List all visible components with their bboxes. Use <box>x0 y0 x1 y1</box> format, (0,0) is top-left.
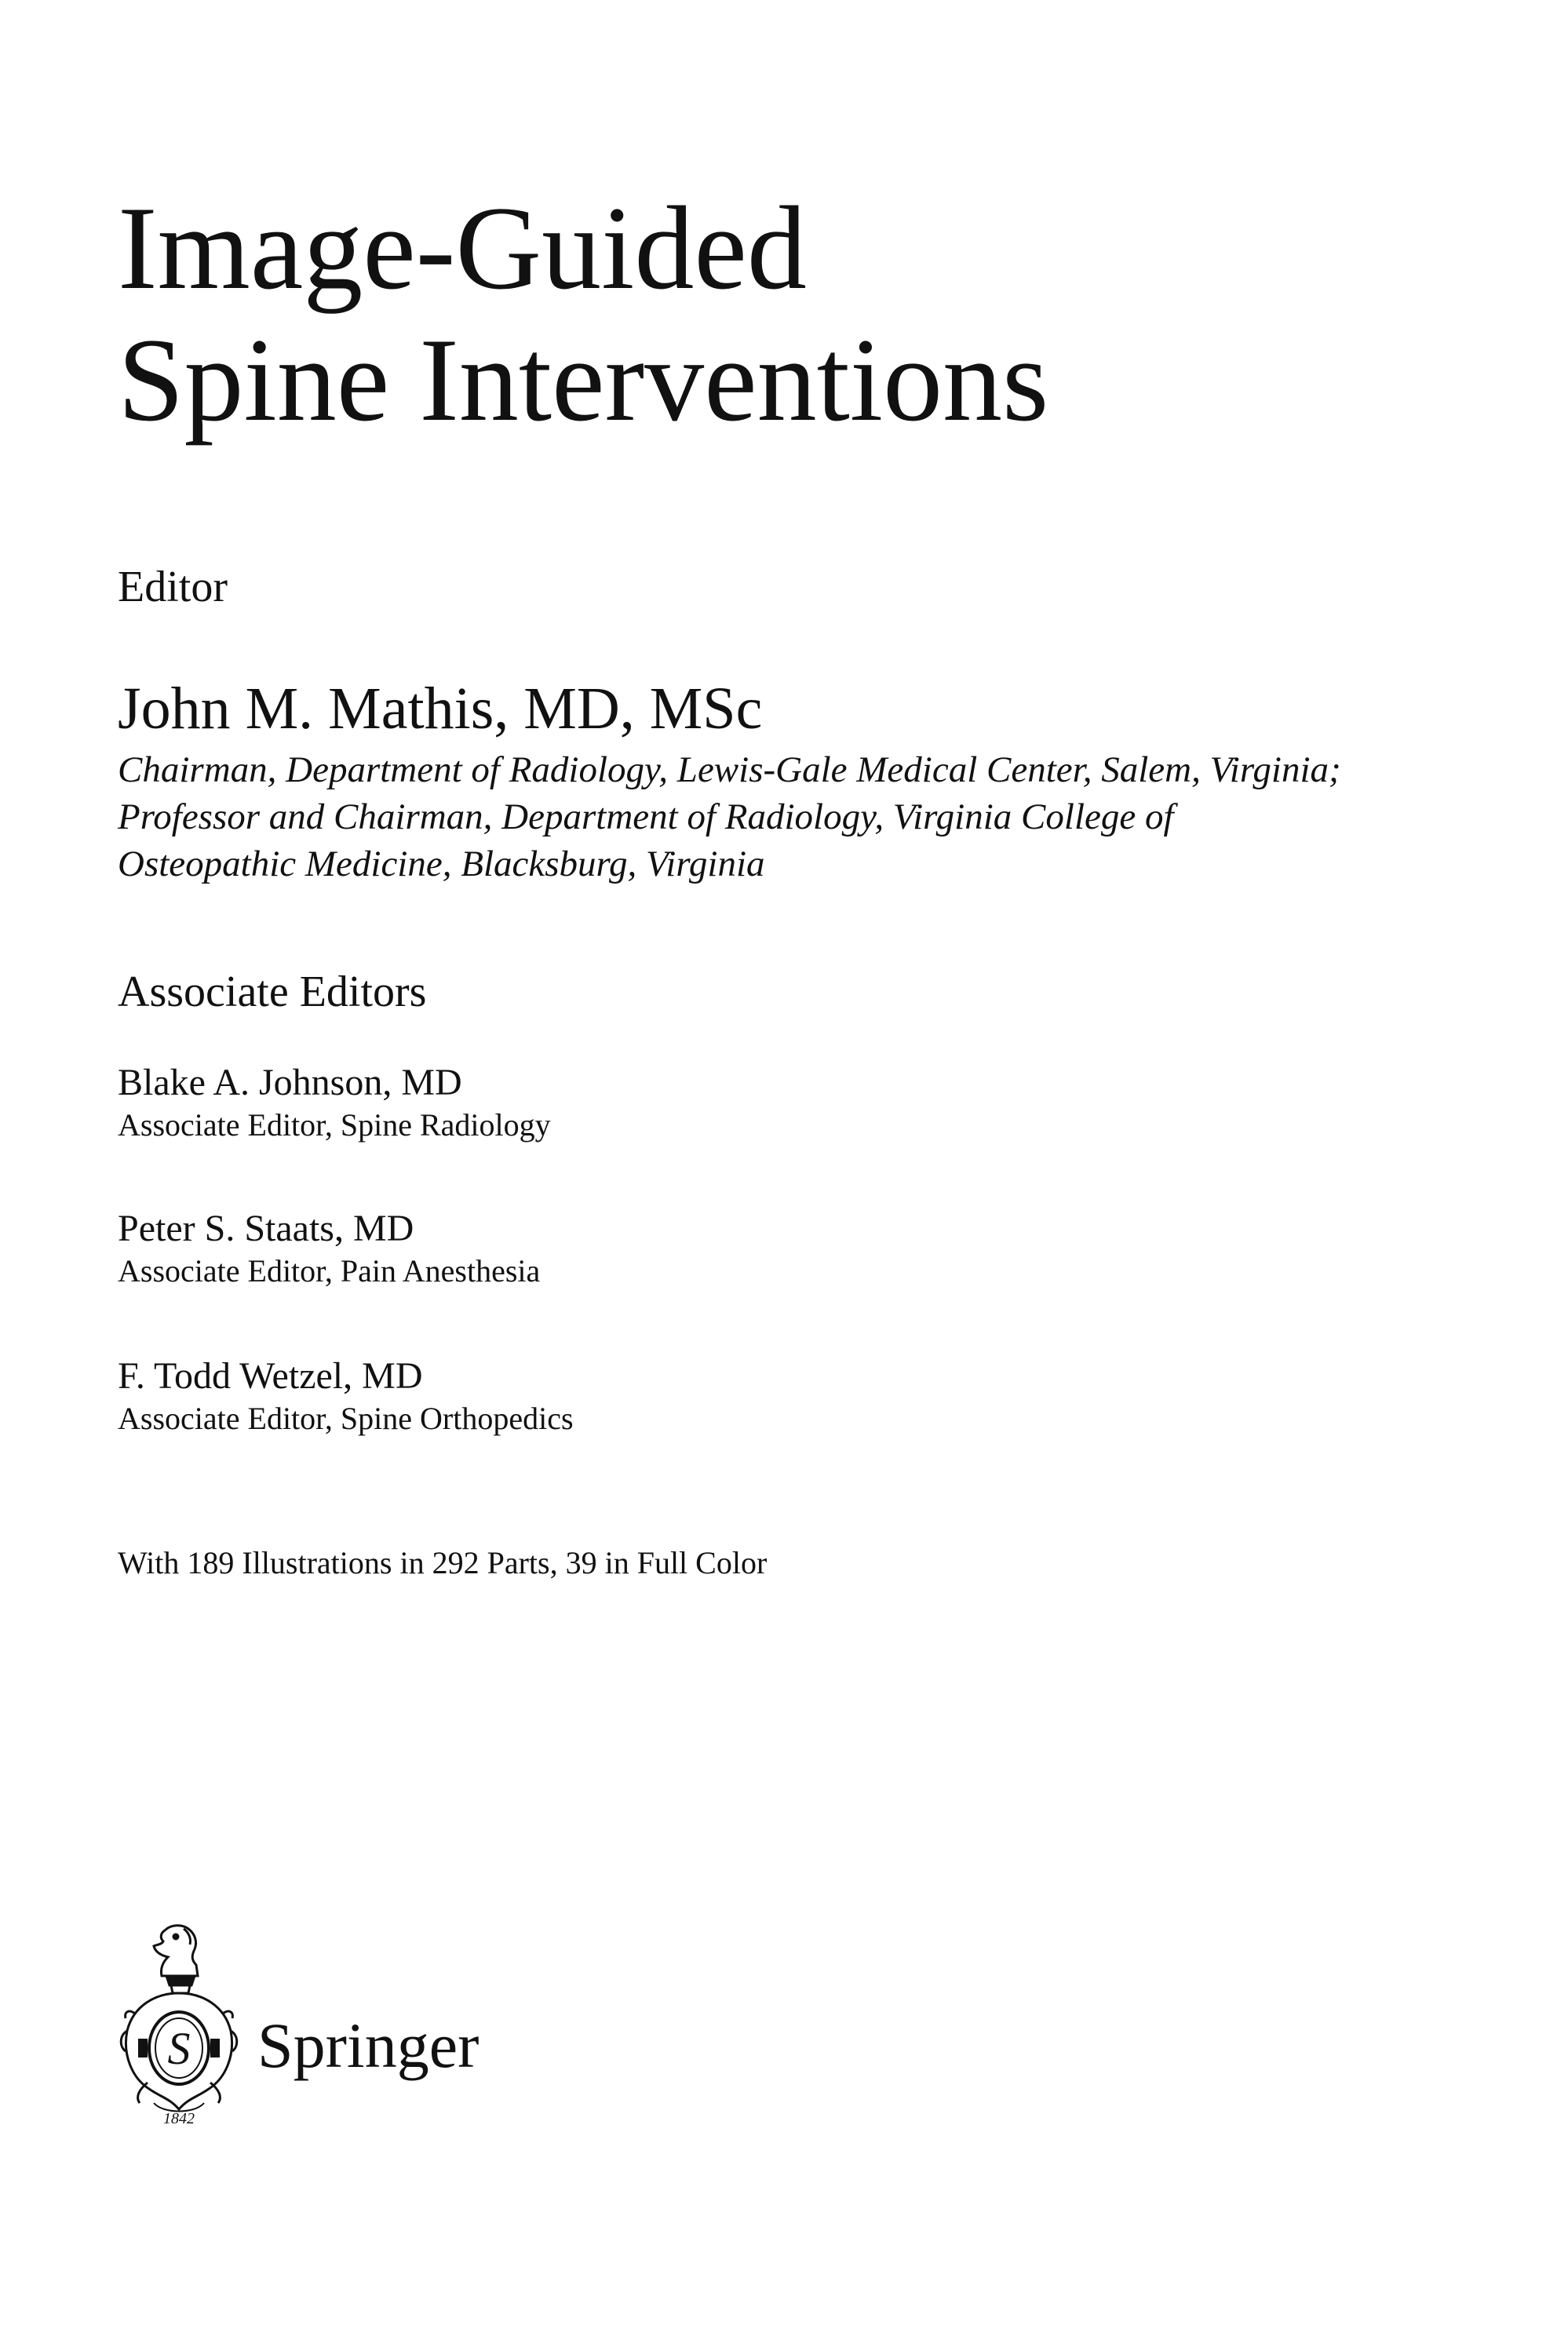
svg-text:S: S <box>167 2023 191 2074</box>
editor-affiliation-line-2: Professor and Chairman, Department of Radiology, Virginia College of <box>118 796 1174 837</box>
editor-affiliation-line-3: Osteopathic Medicine, Blacksburg, Virginia <box>118 844 765 884</box>
associate-editor-name: Blake A. Johnson, MD <box>118 1062 462 1103</box>
editor-affiliation-line-1: Chairman, Department of Radiology, Lewis-Gale Medical Center, Salem, Virginia; <box>118 749 1341 790</box>
associate-editor-role: Associate Editor, Pain Anesthesia <box>118 1253 541 1288</box>
associate-editor-role: Associate Editor, Spine Radiology <box>118 1107 551 1143</box>
publisher-name: Springer <box>257 2010 480 2081</box>
associate-editor-role: Associate Editor, Spine Orthopedics <box>118 1401 574 1436</box>
logo-year: 1842 <box>163 2110 195 2127</box>
book-title-line-1: Image-Guided <box>118 182 807 314</box>
associate-editors-label: Associate Editors <box>118 968 427 1016</box>
springer-knight-crest-icon <box>116 1921 242 2133</box>
editor-name: John M. Mathis, MD, MSc <box>118 676 763 742</box>
associate-editor-name: Peter S. Staats, MD <box>118 1208 414 1249</box>
illustrations-note: With 189 Illustrations in 292 Parts, 39 in Full Color <box>118 1545 768 1580</box>
associate-editor-name: F. Todd Wetzel, MD <box>118 1355 423 1397</box>
editor-label: Editor <box>118 563 228 611</box>
book-title-line-2: Spine Interventions <box>118 314 1049 446</box>
